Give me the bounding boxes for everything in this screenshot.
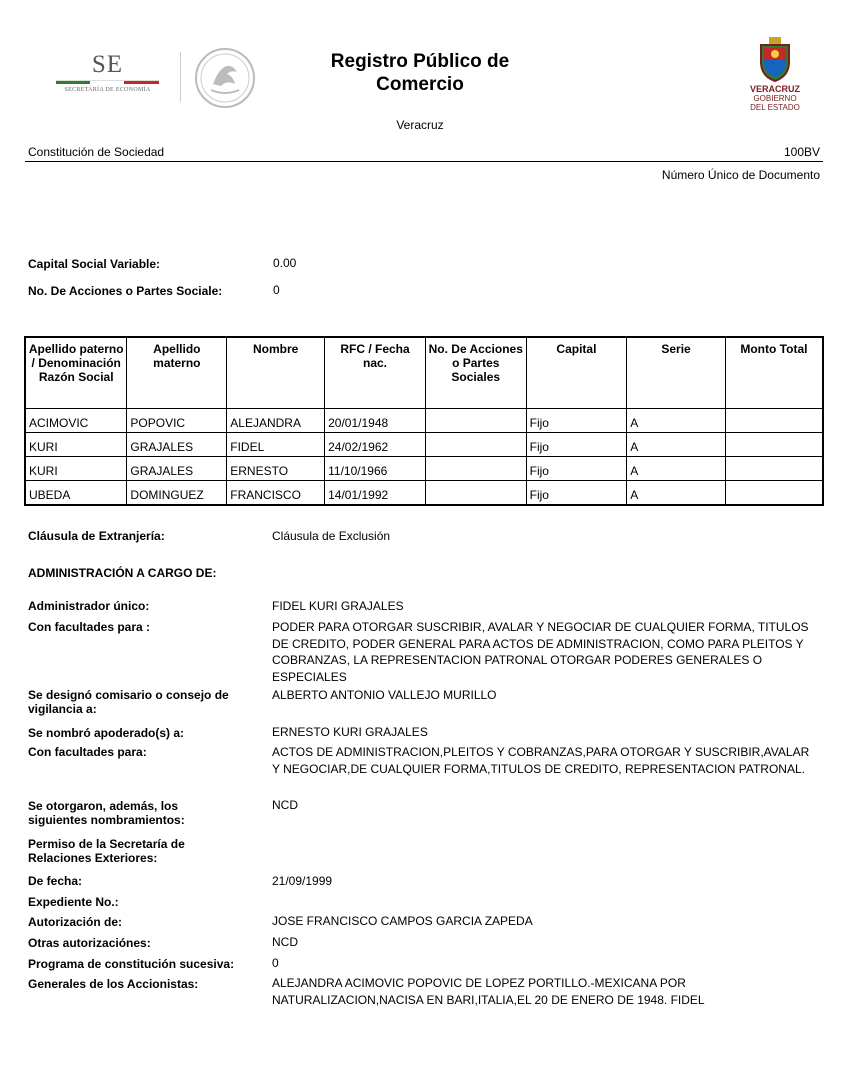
acciones-value: 0 — [273, 283, 280, 297]
field-label: Programa de constitución sucesiva: — [28, 957, 235, 971]
field-value: ERNESTO KURI GRAJALES — [272, 725, 428, 739]
table-cell: POPOVIC — [127, 409, 227, 433]
table-cell: Fijo — [526, 457, 627, 481]
mexico-eagle-seal-icon — [193, 46, 257, 110]
table-cell — [725, 409, 823, 433]
field-value: FIDEL KURI GRAJALES — [272, 599, 404, 613]
table-row — [25, 433, 823, 457]
field-value: NCD — [272, 935, 298, 949]
column-header: Capital — [526, 337, 627, 409]
field-label: Administrador único: — [28, 599, 150, 613]
logo-divider — [180, 52, 181, 102]
column-header: Apellido materno — [127, 337, 227, 409]
table-cell — [725, 433, 823, 457]
veracruz-logo-line-3: DEL ESTADO — [750, 103, 800, 112]
capital-variable-value: 0.00 — [273, 256, 297, 270]
clausula-value: Cláusula de Exclusión — [272, 529, 391, 543]
table-cell: GRAJALES — [127, 457, 227, 481]
field-value: JOSE FRANCISCO CAMPOS GARCIA ZAPEDA — [272, 914, 533, 928]
veracruz-logo — [735, 36, 815, 120]
table-cell: KURI — [25, 433, 127, 457]
field-label: Generales de los Accionistas: — [28, 977, 199, 991]
field-value: PODER PARA OTORGAR SUSCRIBIR, AVALAR Y NEGOCIAR DE CUALQUIER FORMA, TITULOS DE CREDITO, PODER GENERAL PARA ACTOS DE ADMINISTRACION, COMO PARA PLEITOS Y COBRANZAS, LA REPRESENTACION PATRONAL OTORGAR PODERES GENERALES O ESPECIALES — [272, 620, 809, 684]
table-row — [25, 409, 823, 433]
table-cell: A — [627, 409, 726, 433]
field-value: 0 — [272, 956, 279, 970]
column-header: RFC / Fecha nac. — [325, 337, 426, 409]
table-cell: ALEJANDRA — [227, 409, 325, 433]
se-logo — [50, 52, 165, 107]
table-cell: A — [627, 457, 726, 481]
acciones-label: No. De Acciones o Partes Sociale: — [28, 284, 223, 298]
se-logo-subtitle: SECRETARÍA DE ECONOMÍA — [64, 87, 151, 93]
table-cell: Fijo — [526, 481, 627, 506]
field-label: Con facultades para : — [28, 620, 151, 634]
capital-variable-label: Capital Social Variable: — [28, 257, 161, 271]
table-cell — [725, 481, 823, 506]
field-label: Expediente No.: — [28, 895, 119, 909]
document-number-label: Número Único de Documento — [661, 168, 820, 182]
page-title — [290, 50, 550, 96]
table-cell: FRANCISCO — [227, 481, 325, 506]
field-label: Autorización de: — [28, 915, 123, 929]
table-cell: 14/01/1992 — [325, 481, 426, 506]
field-label: Se otorgaron, además, los siguientes nombramientos: — [28, 799, 185, 827]
table-cell: ACIMOVIC — [25, 409, 127, 433]
field-label: Otras autorizaciónes: — [28, 936, 151, 950]
se-logo-text: SE — [91, 51, 124, 78]
document-type: Constitución de Sociedad — [28, 145, 165, 159]
field-label: Permiso de la Secretaría de Relaciones Exteriores: — [28, 837, 185, 865]
admin-heading: ADMINISTRACIÓN A CARGO DE: — [28, 566, 217, 580]
table-cell: 24/02/1962 — [325, 433, 426, 457]
title-line-1: Registro Público de — [330, 51, 510, 72]
table-header-row — [25, 337, 823, 409]
table-cell — [725, 457, 823, 481]
table-cell: A — [627, 481, 726, 506]
table-row — [25, 481, 823, 506]
document-code: 100BV — [783, 145, 820, 159]
title-line-2: Comercio — [376, 74, 464, 95]
table-cell: ERNESTO — [227, 457, 325, 481]
table-cell: 11/10/1966 — [325, 457, 426, 481]
table-cell: KURI — [25, 457, 127, 481]
accionistas-table — [24, 336, 824, 506]
clausula-label: Cláusula de Extranjería: — [28, 529, 165, 543]
state-name: Veracruz — [396, 118, 444, 132]
field-value: ALEJANDRA ACIMOVIC POPOVIC DE LOPEZ PORTILLO.-MEXICANA POR NATURALIZACION,NACISA EN BARI,ITALIA,EL 20 DE ENERO DE 1948. FIDEL — [272, 976, 705, 1007]
column-header: Nombre — [227, 337, 325, 409]
veracruz-logo-line-1: VERACRUZ — [749, 84, 800, 94]
field-label: Se designó comisario o consejo de vigilancia a: — [28, 688, 229, 716]
table-cell: Fijo — [526, 433, 627, 457]
table-cell — [425, 481, 526, 506]
veracruz-logo-line-2: GOBIERNO — [753, 94, 797, 103]
field-label: Se nombró apoderado(s) a: — [28, 726, 185, 740]
se-logo-flag-line — [56, 80, 159, 84]
field-value: 21/09/1999 — [272, 874, 333, 888]
field-label: De fecha: — [28, 874, 83, 888]
table-cell: A — [627, 433, 726, 457]
table-cell — [425, 409, 526, 433]
header-divider — [25, 161, 823, 162]
column-header: No. De Acciones o Partes Sociales — [425, 337, 526, 409]
column-header: Serie — [627, 337, 726, 409]
table-row — [25, 457, 823, 481]
column-header: Apellido paterno / Denominación Razón Social — [25, 337, 127, 409]
veracruz-shield-icon — [758, 36, 792, 82]
field-value: ALBERTO ANTONIO VALLEJO MURILLO — [272, 688, 497, 702]
table-cell: 20/01/1948 — [325, 409, 426, 433]
table-cell: DOMINGUEZ — [127, 481, 227, 506]
field-value: ACTOS DE ADMINISTRACION,PLEITOS Y COBRANZAS,PARA OTORGAR Y SUSCRIBIR,AVALAR Y NEGOCIAR,DE CUALQUIER FORMA,TITULOS DE CREDITO, REPRESENTACION PATRONAL. — [272, 745, 810, 776]
table-cell: FIDEL — [227, 433, 325, 457]
table-cell: GRAJALES — [127, 433, 227, 457]
field-value: NCD — [272, 798, 298, 812]
field-label: Con facultades para: — [28, 745, 147, 759]
column-header: Monto Total — [725, 337, 823, 409]
table-cell: UBEDA — [25, 481, 127, 506]
table-cell — [425, 433, 526, 457]
table-cell: Fijo — [526, 409, 627, 433]
table-cell — [425, 457, 526, 481]
